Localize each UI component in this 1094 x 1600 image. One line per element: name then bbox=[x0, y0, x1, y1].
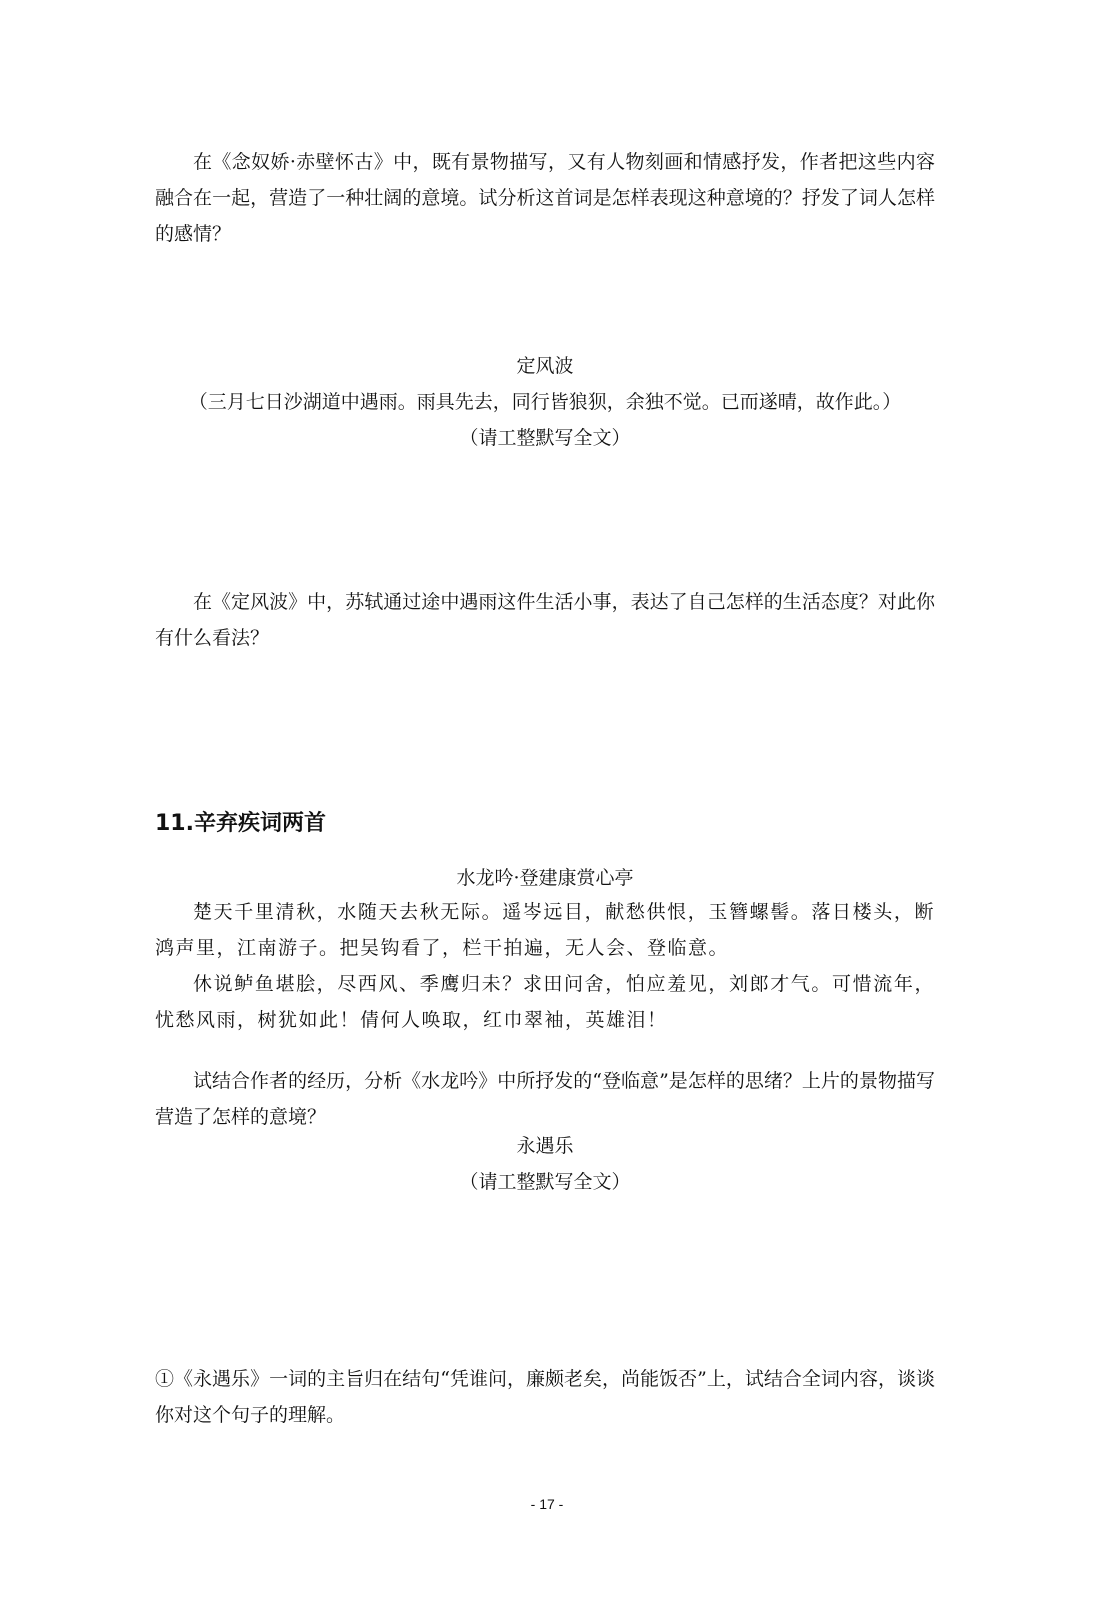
poem-stanza-2: 休说鲈鱼堪脍，尽西风、季鹰归未？求田问舍，怕应羞见，刘郎才气。可惜流年，忧愁风雨，树犹如此！倩何人唤取，红巾翠袖，英雄泪！ bbox=[155, 973, 935, 1031]
question-shui-long-yin bbox=[155, 1063, 935, 1135]
poem-title-shui-long-yin: 水龙吟·登建康赏心亭 bbox=[456, 867, 634, 889]
section-heading: 11.辛弃疾词两首 bbox=[155, 811, 326, 836]
recitation-instruction: （请工整默写全文） bbox=[459, 427, 631, 449]
poem-title-ding-feng-bo: 定风波 bbox=[516, 355, 574, 377]
poem-stanza-1: 楚天千里清秋，水随天去秋无际。遥岑远目，献愁供恨，玉簪螺髻。落日楼头，断鸿声里，江南游子。把吴钩看了，栏干拍遍，无人会、登临意。 bbox=[155, 901, 935, 959]
question-nian-nu-jiao bbox=[155, 144, 935, 252]
question-text: ①《永遇乐》一词的主旨归在结句“凭谁问，廉颇老矣，尚能饭否”上，试结合全词内容，谈谈你对这个句子的理解。 bbox=[155, 1368, 935, 1426]
question-yong-yu-le bbox=[155, 1361, 935, 1433]
question-text: 在《定风波》中，苏轼通过途中遇雨这件生活小事，表达了自己怎样的生活态度？对此你有什么看法？ bbox=[155, 591, 935, 649]
recitation-instruction: （请工整默写全文） bbox=[459, 1171, 631, 1193]
question-text: 试结合作者的经历，分析《水龙吟》中所抒发的“登临意”是怎样的思绪？上片的景物描写营造了怎样的意境？ bbox=[155, 1070, 935, 1128]
poem-text-shui-long-yin bbox=[155, 894, 935, 1038]
page-number: - 17 - bbox=[530, 1496, 564, 1512]
question-text: 在《念奴娇·赤壁怀古》中，既有景物描写，又有人物刻画和情感抒发，作者把这些内容融合在一起，营造了一种壮阔的意境。试分析这首词是怎样表现这种意境的？抒发了词人怎样的感情？ bbox=[155, 151, 935, 245]
question-ding-feng-bo bbox=[155, 584, 935, 656]
poem-title-yong-yu-le: 永遇乐 bbox=[516, 1135, 574, 1157]
poem-preface: （三月七日沙湖道中遇雨。雨具先去，同行皆狼狈，余独不觉。已而遂晴，故作此。） bbox=[188, 391, 902, 413]
